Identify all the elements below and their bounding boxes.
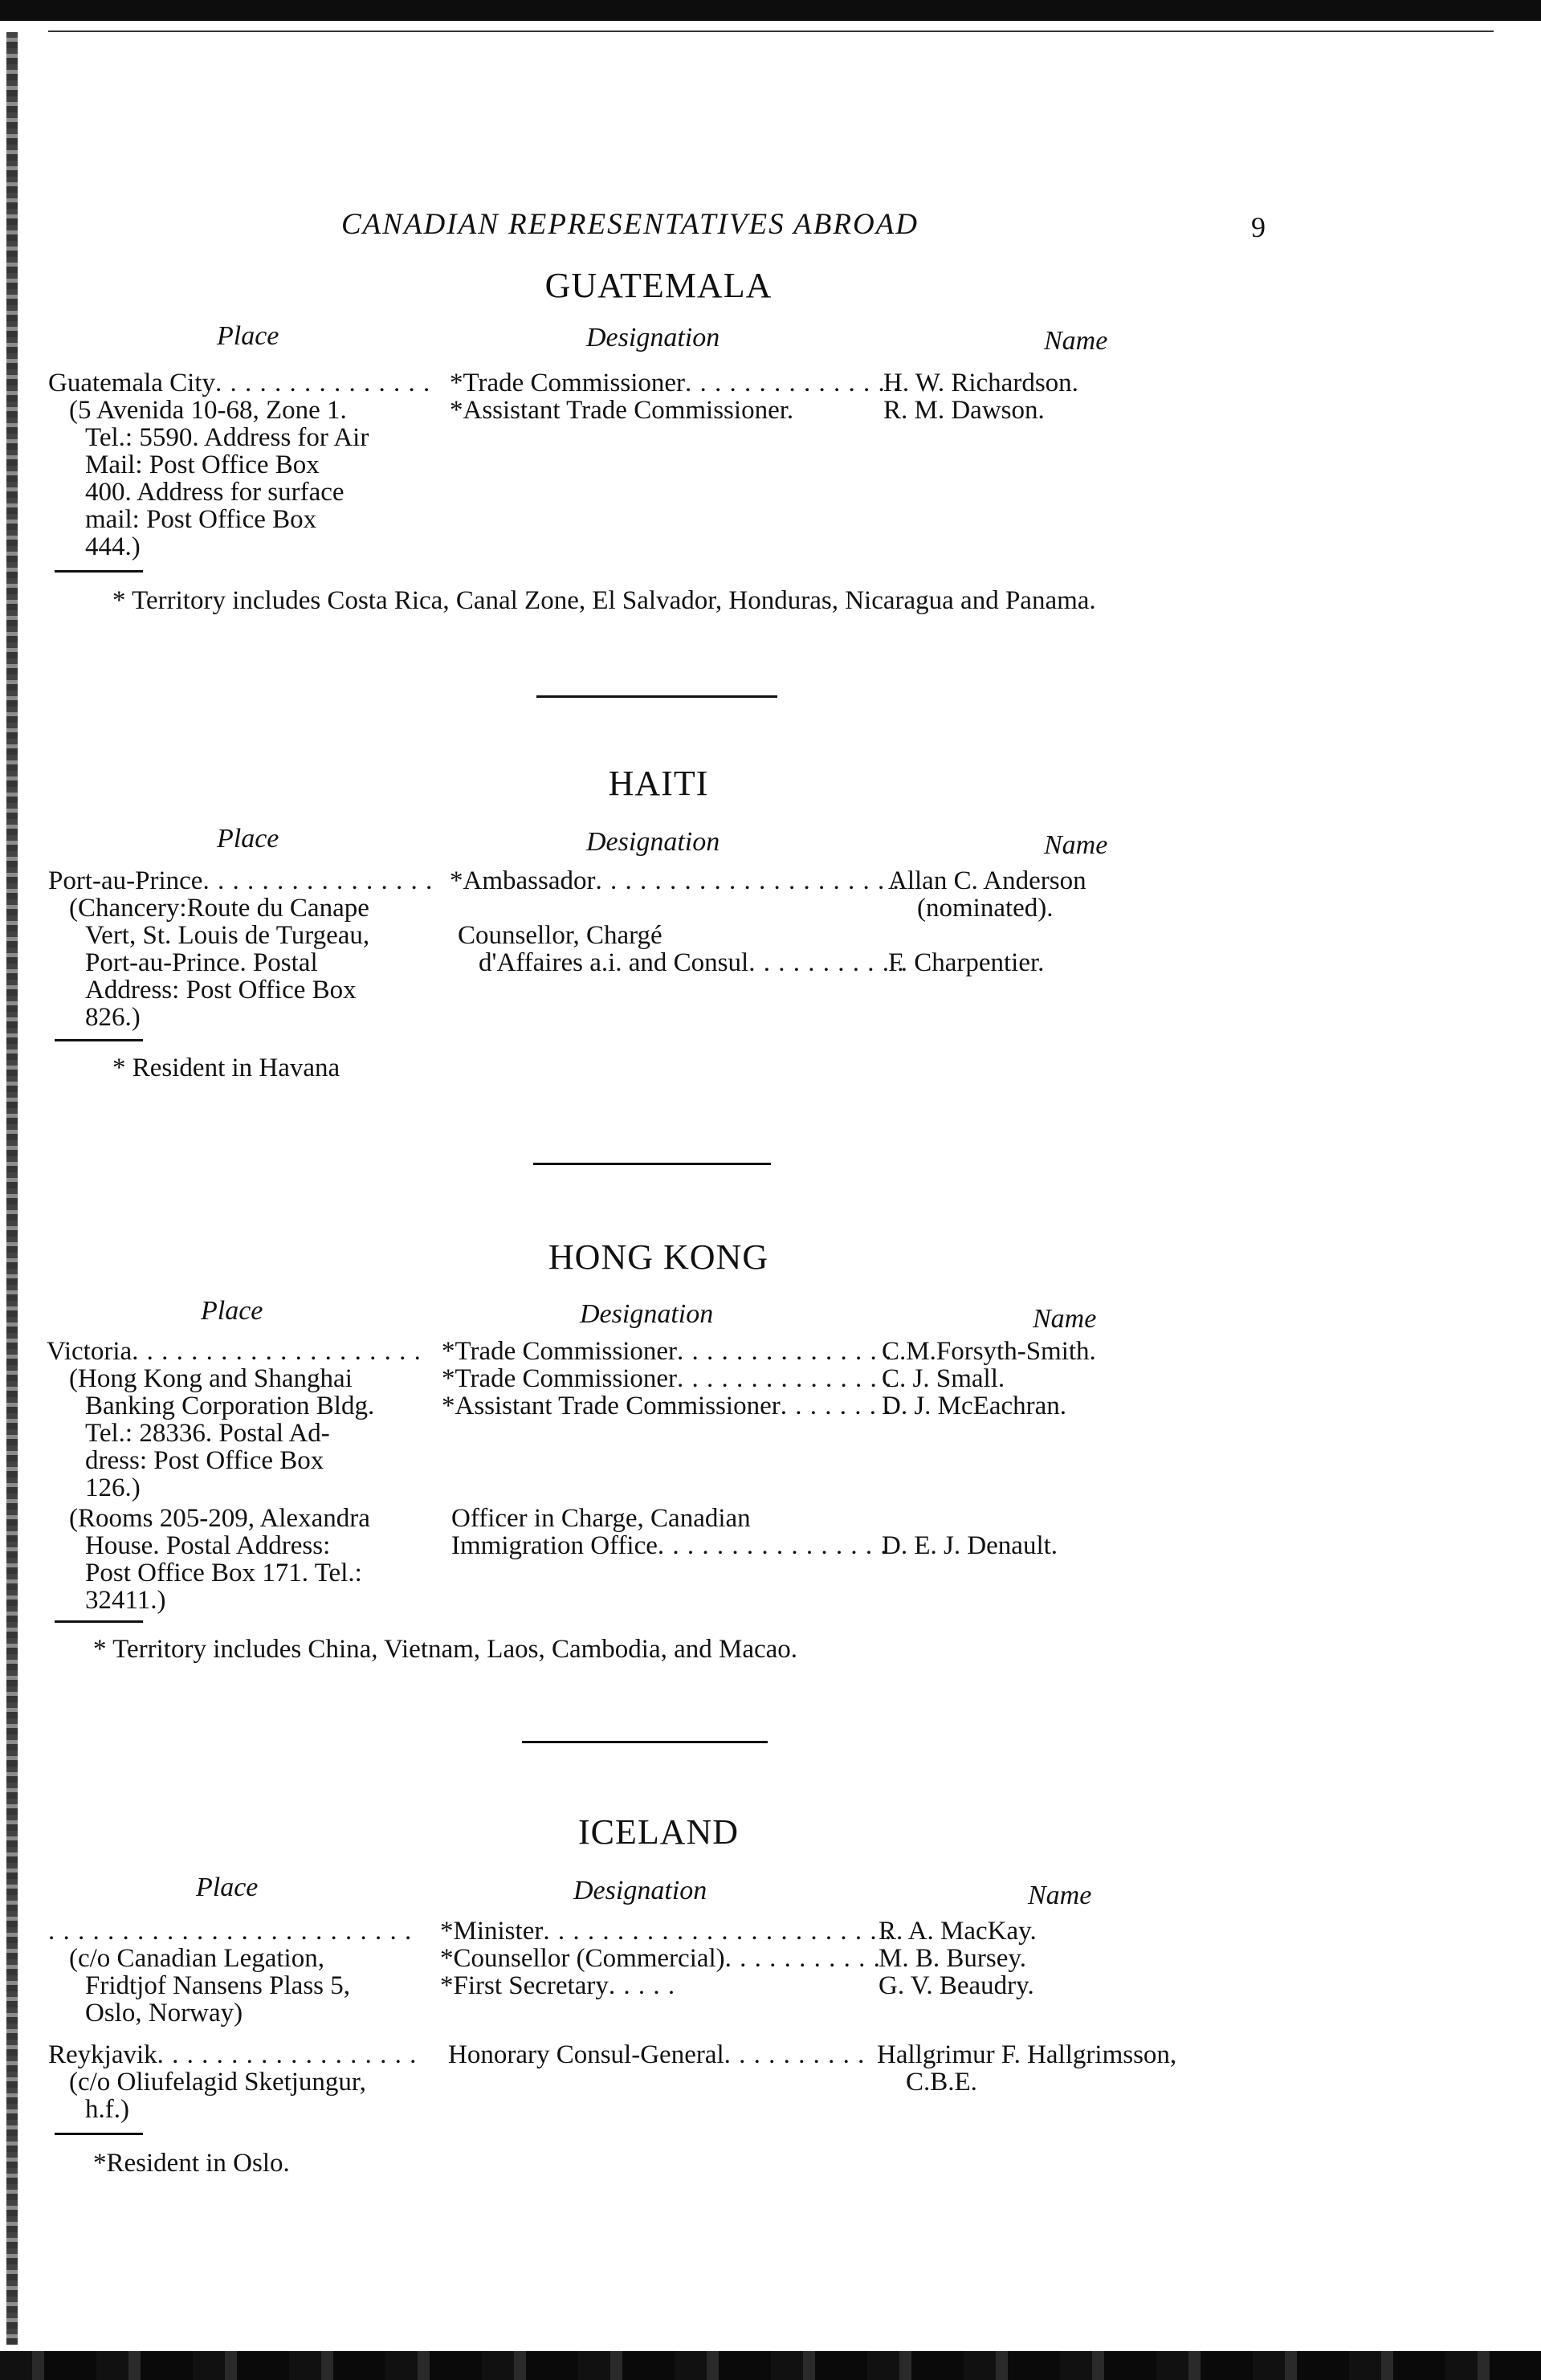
place-cell: Address: Post Office Box <box>85 976 357 1005</box>
entry-row <box>48 1532 1269 1559</box>
place-cell: 32411.) <box>85 1586 166 1615</box>
place-cell: Banking Corporation Bldg. <box>85 1392 375 1420</box>
entry-row <box>48 1338 1269 1365</box>
name-cell: Hallgrimur F. Hallgrimsson, <box>877 2040 1177 2069</box>
entry-row <box>48 1945 1269 1972</box>
section-guatemala <box>48 265 1269 634</box>
place-cell: (Chancery:Route du Canape <box>69 894 369 923</box>
section-title: ICELAND <box>577 1812 740 1852</box>
section-hong-kong <box>48 1237 1269 1686</box>
designation-cell: *Trade Commissioner . . . <box>442 1365 891 1392</box>
entry-row <box>48 1587 1269 1614</box>
running-head: CANADIAN REPRESENTATIVES ABROAD <box>341 208 919 241</box>
entry-row <box>48 895 1269 922</box>
place-cell: House. Postal Address: <box>85 1531 331 1560</box>
name-cell: F. Charpentier. <box>888 948 1045 977</box>
designation-cell: Honorary Consul-General . . . <box>448 2041 866 2068</box>
designation-cell: *Assistant Trade Commissioner . . . <box>442 1392 891 1420</box>
name-cell: G. V. Beaudry. <box>879 1971 1034 2000</box>
footnote-rule <box>55 2133 143 2135</box>
entry-row <box>48 533 1269 560</box>
name-cell: D. E. J. Denault. <box>882 1531 1058 1560</box>
entry-row <box>48 1447 1269 1474</box>
place-cell: (c/o Oliufelagid Sketjungur, <box>69 2068 366 2097</box>
section-title: HAITI <box>608 764 709 803</box>
footnote: * Territory includes Costa Rica, Canal Zone, El Salvador, Honduras, Nicaragua and Panama. <box>112 586 1096 615</box>
name-cell: D. J. McEachran. <box>882 1392 1067 1420</box>
place-cell: Mail: Post Office Box <box>85 450 320 479</box>
place-cell: 400. Address for surface <box>85 478 344 507</box>
entry-row <box>48 424 1269 451</box>
footnote-rule <box>55 570 143 573</box>
section-title: HONG KONG <box>548 1237 769 1277</box>
place-cell: Guatemala City . . . <box>48 369 438 397</box>
section-iceland <box>48 1811 1269 2189</box>
place-cell: (c/o Canadian Legation, <box>69 1944 324 1973</box>
designation-cell: *Ambassador . . . <box>450 867 899 895</box>
place-cell: Fridtjof Nansens Plass 5, <box>85 1971 350 2000</box>
footnote: * Resident in Havana <box>112 1053 340 1082</box>
name-cell: Allan C. Anderson <box>888 866 1086 895</box>
place-cell: (5 Avenida 10-68, Zone 1. <box>69 396 347 425</box>
name-cell: M. B. Bursey. <box>879 1944 1026 1973</box>
entry-row <box>48 1365 1269 1392</box>
place-cell: (Hong Kong and Shanghai <box>69 1364 353 1393</box>
entry-row <box>48 2096 1269 2123</box>
section-divider <box>522 1741 768 1743</box>
place-cell: mail: Post Office Box <box>85 505 317 534</box>
designation-cell: *Trade Commissioner . . . <box>450 369 899 397</box>
entry-row <box>48 2068 1269 2096</box>
footnote: * Territory includes China, Vietnam, Laos, Cambodia, and Macao. <box>93 1635 798 1664</box>
place-cell <box>48 1917 418 1945</box>
place-cell: dress: Post Office Box <box>85 1446 324 1475</box>
scan-rule-top <box>48 31 1494 32</box>
footnote-rule <box>55 1039 143 1041</box>
designation-cell: *Counsellor (Commercial) . . . <box>440 1945 890 1972</box>
place-cell: Post Office Box 171. Tel.: <box>85 1559 362 1587</box>
designation-cell: *Minister . . . <box>440 1917 890 1945</box>
column-header-designation: Designation <box>580 1299 714 1329</box>
entry-row <box>48 479 1269 506</box>
entry-row <box>48 1474 1269 1502</box>
entry-row <box>48 1505 1269 1532</box>
column-header-name: Name <box>1044 326 1108 356</box>
name-cell: C. J. Small. <box>882 1364 1005 1393</box>
place-cell: Oslo, Norway) <box>85 1999 243 2027</box>
entry-row <box>48 1559 1269 1587</box>
place-cell: Port-au-Prince. Postal <box>85 948 318 977</box>
entry-row <box>48 976 1269 1004</box>
entry-row <box>48 2041 1269 2068</box>
place-cell: Tel.: 5590. Address for Air <box>85 423 369 452</box>
section-divider <box>536 695 777 698</box>
page-number: 9 <box>1251 211 1266 243</box>
entry-row <box>48 1004 1269 1031</box>
designation-cell: Counsellor, Chargé <box>458 921 662 950</box>
entry-row <box>48 369 1269 397</box>
section-divider <box>533 1163 771 1165</box>
place-cell: h.f.) <box>85 2095 129 2124</box>
name-cell: C.B.E. <box>906 2068 977 2097</box>
column-header-name: Name <box>1033 1304 1097 1334</box>
name-cell: R. M. Dawson. <box>883 396 1045 425</box>
scan-border-bottom <box>0 2351 1541 2380</box>
column-header-place: Place <box>201 1296 263 1326</box>
name-cell: C.M.Forsyth-Smith. <box>882 1337 1096 1366</box>
designation-cell: Officer in Charge, Canadian <box>451 1504 751 1533</box>
entry-row <box>48 451 1269 479</box>
column-header-place: Place <box>196 1873 259 1902</box>
scan-border-top <box>0 0 1541 21</box>
column-header-place: Place <box>217 321 279 351</box>
footnote: *Resident in Oslo. <box>93 2149 290 2178</box>
name-cell: (nominated). <box>917 894 1054 923</box>
place-cell: Victoria . . . <box>47 1338 428 1365</box>
column-header-designation: Designation <box>586 827 720 857</box>
entry-row <box>48 506 1269 533</box>
scan-border-left <box>6 32 18 2345</box>
column-header-name: Name <box>1044 830 1108 860</box>
entry-row <box>48 867 1269 895</box>
column-header-name: Name <box>1028 1881 1092 1910</box>
name-cell: H. W. Richardson. <box>883 369 1078 397</box>
designation-cell: *First Secretary . . . <box>440 1972 681 1999</box>
designation-cell: *Assistant Trade Commissioner. <box>450 396 794 425</box>
designation-cell: Immigration Office . . . <box>451 1532 891 1559</box>
entry-row <box>48 1999 1269 2027</box>
place-cell: 126.) <box>85 1473 141 1502</box>
place-cell: Port-au-Prince . . . <box>48 867 438 895</box>
place-cell: Reykjavik . . . <box>48 2041 418 2068</box>
footnote-rule <box>55 1620 143 1623</box>
entry-row <box>48 397 1269 424</box>
section-haiti <box>48 763 1269 1084</box>
place-cell: 444.) <box>85 532 141 561</box>
column-header-designation: Designation <box>573 1876 707 1905</box>
place-cell: (Rooms 205-209, Alexandra <box>69 1504 370 1533</box>
designation-cell: d'Affaires a.i. and Consul . . . <box>458 949 912 976</box>
name-cell: R. A. MacKay. <box>879 1917 1037 1946</box>
column-header-place: Place <box>217 824 279 854</box>
entry-row <box>48 922 1269 949</box>
entry-row <box>48 1917 1269 1945</box>
section-title: GUATEMALA <box>544 266 773 305</box>
designation-cell: *Trade Commissioner . . . <box>442 1338 891 1365</box>
place-cell: 826.) <box>85 1003 141 1032</box>
place-cell: Tel.: 28336. Postal Ad- <box>85 1419 330 1448</box>
entry-row <box>48 1392 1269 1420</box>
entry-row <box>48 1420 1269 1447</box>
column-header-designation: Designation <box>586 323 720 353</box>
place-cell: Vert, St. Louis de Turgeau, <box>85 921 370 950</box>
entry-row <box>48 949 1269 976</box>
entry-row <box>48 1972 1269 1999</box>
